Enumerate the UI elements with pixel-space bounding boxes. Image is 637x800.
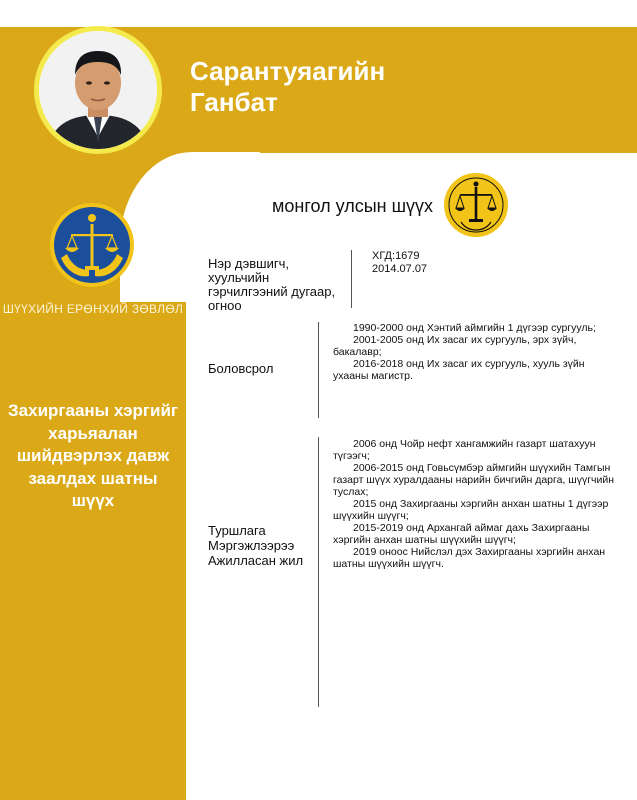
court-name-heading: монгол улсын шүүх [272,196,434,216]
certificate-number: ХГД:1679 [372,250,420,262]
nomination-divider [351,250,352,308]
experience-label-line-2: Мэргэжлээрээ [208,538,295,553]
experience-item: 2015-2019 онд Архангай аймаг дахь Захиргааны хэргийн анхан шатны шүүхийн шүүгч; [333,522,590,546]
experience-label-line-3: Ажилласан жил [208,553,304,568]
experience-item: 2015 онд Захиргааны хэргийн анхан шатны 1 дүгээр шүүхийн шүүгч; [333,498,609,522]
court-emblem-icon [443,172,509,238]
experience-label-line-1: Туршлага [208,523,266,538]
experience-label [208,523,303,568]
nomination-values [372,250,427,275]
judicial-council-emblem-icon [49,202,135,288]
portrait-photo [39,31,157,149]
experience-list [333,438,625,570]
experience-item: 2006 онд Чойр нефт хангамжийн газарт шатахуун түгээгч; [333,438,596,462]
experience-divider [318,437,319,707]
judicial-council-name: ШҮҮХИЙН ЕРӨНХИЙ ЗӨВЛӨЛ [2,302,184,316]
education-item: 2016-2018 онд Их засаг их сургууль, хууль зүйн ухааны магистр. [333,358,585,382]
education-item: 2001-2005 онд Их засаг их сургууль, эрх зүйч, бакалавр; [333,334,577,358]
nomination-label: Нэр дэвшигч, хуульчийн гэрчилгээний дугаар, огноо [208,256,336,313]
education-divider [318,322,319,418]
education-item: 1990-2000 онд Хэнтий аймгийн 1 дүгээр сургууль; [353,322,596,334]
person-name [190,56,385,118]
portrait-frame [34,26,162,154]
experience-item: 2019 оноос Нийслэл дэх Захиргааны хэргийн анхан шатны шүүхийн шүүгч. [333,546,606,570]
education-list [333,322,617,382]
court-type-title: Захиргааны хэргийг харьяалан шийдвэрлэх давж заалдах шатны шүүх [8,401,178,510]
experience-item: 2006-2015 онд Говьсүмбэр аймгийн шүүхийн Тамгын газарт шүүх хуралдааны нарийн бичгийн дарга, шүүгчийн туслах; [333,462,615,498]
education-label: Боловсрол [208,361,274,376]
name-line-1: Сарантуяагийн [190,56,386,86]
name-line-2: Ганбат [190,87,278,117]
certificate-date: 2014.07.07 [372,262,428,275]
